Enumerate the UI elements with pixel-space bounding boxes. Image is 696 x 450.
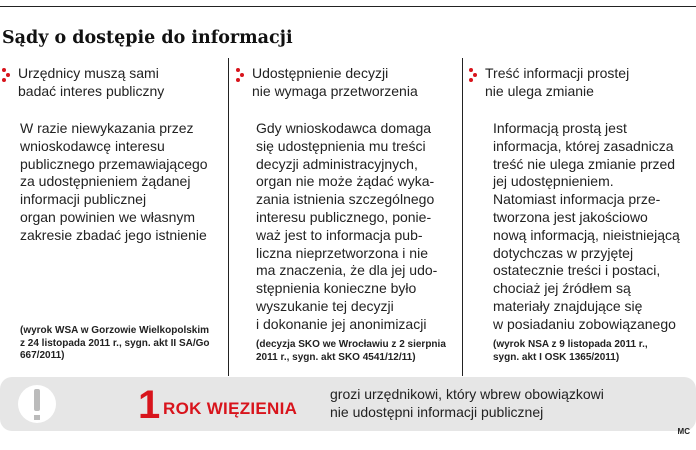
- body-line: i dokonanie jej anonimizacji: [256, 315, 427, 332]
- ruling-column-3: [467, 55, 696, 380]
- column-body: [493, 120, 693, 334]
- column-body: [256, 120, 456, 334]
- penalty-description: [330, 385, 690, 421]
- penalty-line: nie udostępni informacji publicznej: [330, 404, 544, 420]
- penalty-line: grozi urzędnikowi, który wbrew obowiązkowi: [330, 386, 604, 402]
- chevron-bullet-icon: [469, 68, 481, 82]
- body-line: w posiadaniu zobowiązanego: [493, 315, 676, 332]
- body-line: informacja, której zasadnicza: [493, 137, 674, 154]
- heading-line: nie wymaga przetworzenia: [252, 83, 418, 99]
- body-line: wyszukanie tej decyzji: [256, 297, 394, 314]
- citation-line: (wyrok WSA w Gorzowie Wielkopolskim: [20, 325, 210, 336]
- column-body: [20, 120, 220, 245]
- body-line: nową informacją, nieistniejącą: [493, 226, 680, 243]
- chevron-bullet-icon: [2, 68, 14, 82]
- body-line: ostatecznie treści i postaci,: [493, 262, 661, 279]
- citation-line: (decyzja SKO we Wrocławiu z 2 sierpnia: [256, 339, 446, 350]
- exclamation-icon: [34, 389, 40, 411]
- citation-line: 667/2011): [20, 350, 65, 361]
- body-line: stępnienia konieczne było: [256, 280, 417, 297]
- body-line: tworzona jest jakościowo: [493, 208, 648, 225]
- ruling-column-1: [0, 55, 218, 380]
- heading-line: Udostępnienie decyzji: [252, 65, 389, 81]
- ruling-column-2: [234, 55, 454, 380]
- body-line: materiały znajdujące się: [493, 297, 643, 314]
- body-line: organ nie może żądać wyka-: [256, 173, 435, 190]
- column-heading: [252, 64, 452, 100]
- body-line: informacji publicznej: [20, 191, 147, 208]
- body-line: dotychczas w przyjętej: [493, 244, 634, 261]
- body-line: treść nie ulega zmianie przed: [493, 155, 676, 172]
- body-line: zakresie zbadać jego istnienie: [20, 226, 207, 243]
- citation-line: 2011 r., sygn. akt SKO 4541/12/11): [256, 351, 416, 363]
- body-line: waż jest to informacja pub-: [256, 226, 423, 243]
- chevron-bullet-icon: [236, 68, 248, 82]
- body-line: organ powinien we własnym: [20, 208, 196, 225]
- heading-line: Urzędnicy muszą sami: [18, 65, 159, 81]
- column-divider: [228, 58, 229, 376]
- penalty-label: ROK WIĘZIENIA: [163, 399, 298, 418]
- citation-line: z 24 listopada 2011 r., sygn. akt II SA/Go: [20, 337, 210, 349]
- citation: [493, 339, 696, 364]
- body-line: ma znaczenia, że dla jej udo-: [256, 262, 438, 279]
- body-line: chociaż jej źródłem są: [493, 280, 631, 297]
- body-line: Gdy wnioskodawca domaga: [256, 120, 432, 136]
- body-line: Informacją prostą jest: [493, 120, 627, 136]
- column-heading: [485, 64, 685, 100]
- body-line: jej udostępnieniem.: [493, 173, 614, 190]
- body-line: za udostępnieniem żądanej: [20, 173, 191, 190]
- column-heading: [18, 64, 218, 100]
- heading-line: Treść informacji prostej: [485, 65, 630, 81]
- citation-line: (wyrok NSA z 9 listopada 2011 r.,: [493, 339, 648, 350]
- citation-line: sygn. akt I OSK 1365/2011): [493, 351, 620, 363]
- body-line: interesu publicznego, ponie-: [256, 208, 432, 225]
- body-line: liczna nieprzetworzona i nie: [256, 244, 428, 261]
- body-line: wnioskodawcę interesu: [20, 137, 165, 154]
- author-signature: MC: [677, 427, 690, 436]
- citation: [256, 339, 461, 364]
- body-line: publicznego przemawiającego: [20, 155, 208, 172]
- body-line: Natomiast informacja prze-: [493, 191, 661, 208]
- exclamation-dot: [34, 415, 40, 420]
- page-title: Sądy o dostępie do informacji: [2, 28, 293, 48]
- penalty-number: 1: [138, 383, 161, 427]
- body-line: się udostępnienia mu treści: [256, 137, 426, 154]
- body-line: decyzji administracyjnych,: [256, 155, 418, 172]
- body-line: W razie niewykazania przez: [20, 120, 194, 136]
- body-line: zania istnienia szczególnego: [256, 191, 435, 208]
- citation: [20, 325, 225, 363]
- heading-line: nie ulega zmianie: [485, 83, 594, 99]
- top-rule: [0, 6, 696, 7]
- column-divider: [462, 58, 463, 376]
- heading-line: badać interes publiczny: [18, 83, 165, 99]
